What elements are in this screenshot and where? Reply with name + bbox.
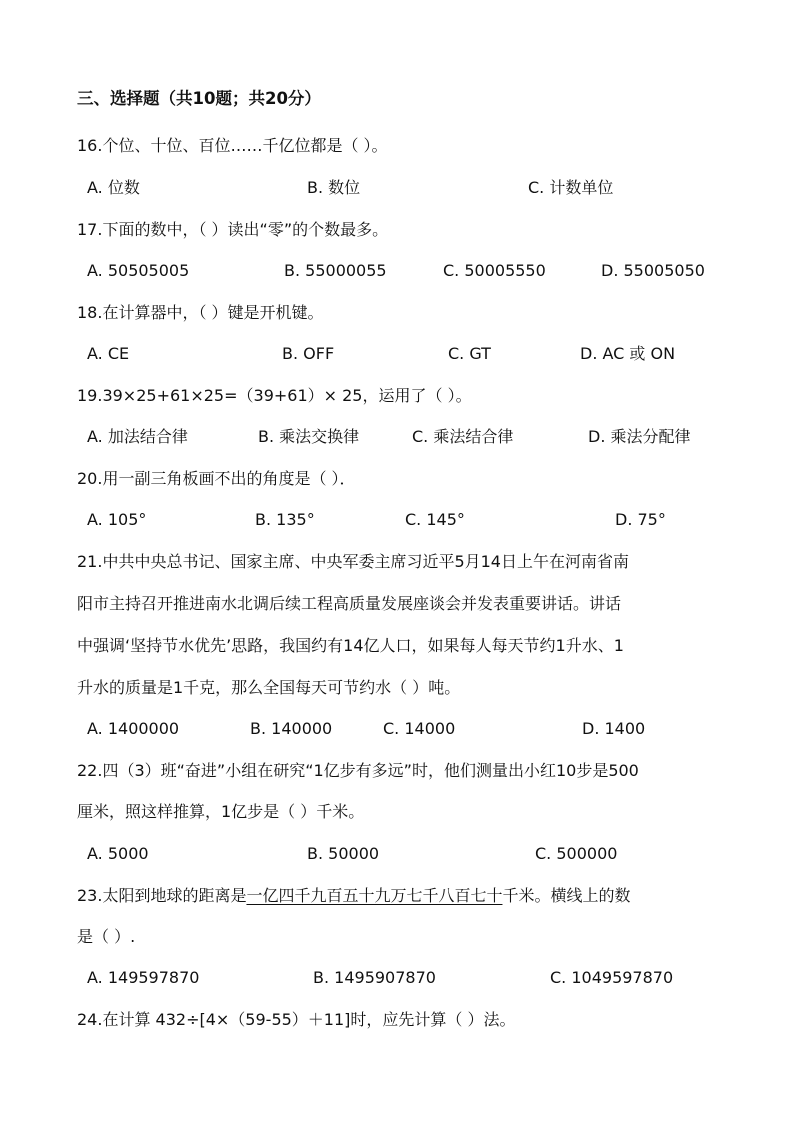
q19-option-c[interactable]: C. 乘法结合律 xyxy=(412,427,514,446)
q19-option-a[interactable]: A. 加法结合律 xyxy=(87,427,188,446)
q16-option-a[interactable]: A. 位数 xyxy=(87,178,140,197)
question-21-stem-line-2: 阳市主持召开推进南水北调后续工程高质量发展座谈会并发表重要讲话。讲话 xyxy=(77,594,622,613)
q21-option-a[interactable]: A. 1400000 xyxy=(87,719,180,738)
q18-option-d[interactable]: D. AC 或 ON xyxy=(580,344,676,363)
question-19-stem: 19.39×25+61×25=（39+61）× 25，运用了（ ）。 xyxy=(77,386,472,405)
q20-option-b[interactable]: B. 135° xyxy=(255,510,315,529)
q23-stem-prefix: 23.太阳到地球的距离是 xyxy=(77,886,247,905)
question-20-stem: 20.用一副三角板画不出的角度是（ ）． xyxy=(77,469,356,488)
q20-option-a[interactable]: A. 105° xyxy=(87,510,147,529)
question-17-stem: 17.下面的数中，（ ）读出“零”的个数最多。 xyxy=(77,220,389,239)
question-22-stem-line-1: 22.四（3）班“奋进”小组在研究“1亿步有多远”时，他们测量出小红10步是500 xyxy=(77,761,639,780)
q21-option-b[interactable]: B. 140000 xyxy=(250,719,333,738)
q17-option-b[interactable]: B. 55000055 xyxy=(284,261,387,280)
q17-option-d[interactable]: D. 55005050 xyxy=(601,261,705,280)
q20-option-d[interactable]: D. 75° xyxy=(615,510,666,529)
q23-option-a[interactable]: A. 149597870 xyxy=(87,968,200,987)
question-22-stem-line-2: 厘米，照这样推算，1亿步是（ ）千米。 xyxy=(77,802,365,821)
question-23-stem-line-1 xyxy=(77,885,630,907)
q16-option-b[interactable]: B. 数位 xyxy=(307,178,361,197)
question-21-stem-line-3: 中强调‘坚持节水优先’思路，我国约有14亿人口，如果每人每天节约1升水、1 xyxy=(77,636,624,655)
section-title: 三、选择题（共10题；共20分） xyxy=(77,89,321,108)
q23-underlined-number: 一亿四千九百五十九万七千八百七十 xyxy=(246,886,503,905)
q22-option-b[interactable]: B. 50000 xyxy=(307,844,380,863)
question-21-stem-line-1: 21.中共中央总书记、国家主席、中央军委主席习近平5月14日上午在河南省南 xyxy=(77,552,629,571)
q18-option-a[interactable]: A. CE xyxy=(87,344,130,363)
q23-option-c[interactable]: C. 1049597870 xyxy=(550,968,674,987)
question-23-stem-line-2: 是（ ）. xyxy=(77,927,136,946)
q19-option-b[interactable]: B. 乘法交换律 xyxy=(258,427,360,446)
q17-option-a[interactable]: A. 50505005 xyxy=(87,261,190,280)
question-16-stem: 16.个位、十位、百位……千亿位都是（ ）。 xyxy=(77,136,388,155)
q23-stem-suffix: 千米。横线上的数 xyxy=(502,886,631,905)
q22-option-a[interactable]: A. 5000 xyxy=(87,844,149,863)
q20-option-c[interactable]: C. 145° xyxy=(405,510,465,529)
q21-option-c[interactable]: C. 14000 xyxy=(383,719,456,738)
q18-option-c[interactable]: C. GT xyxy=(448,344,491,363)
question-18-stem: 18.在计算器中，（ ）键是开机键。 xyxy=(77,303,324,322)
q19-option-d[interactable]: D. 乘法分配律 xyxy=(588,427,691,446)
q21-option-d[interactable]: D. 1400 xyxy=(582,719,646,738)
q22-option-c[interactable]: C. 500000 xyxy=(535,844,618,863)
question-21-stem-line-4: 升水的质量是1千克，那么全国每天可节约水（ ）吨。 xyxy=(77,678,461,697)
q23-option-b[interactable]: B. 1495907870 xyxy=(313,968,436,987)
question-24-stem: 24.在计算 432÷[4×（59-55）＋11]时，应先计算（ ）法。 xyxy=(77,1010,516,1029)
q17-option-c[interactable]: C. 50005550 xyxy=(443,261,546,280)
q16-option-c[interactable]: C. 计数单位 xyxy=(528,178,614,197)
q18-option-b[interactable]: B. OFF xyxy=(282,344,335,363)
